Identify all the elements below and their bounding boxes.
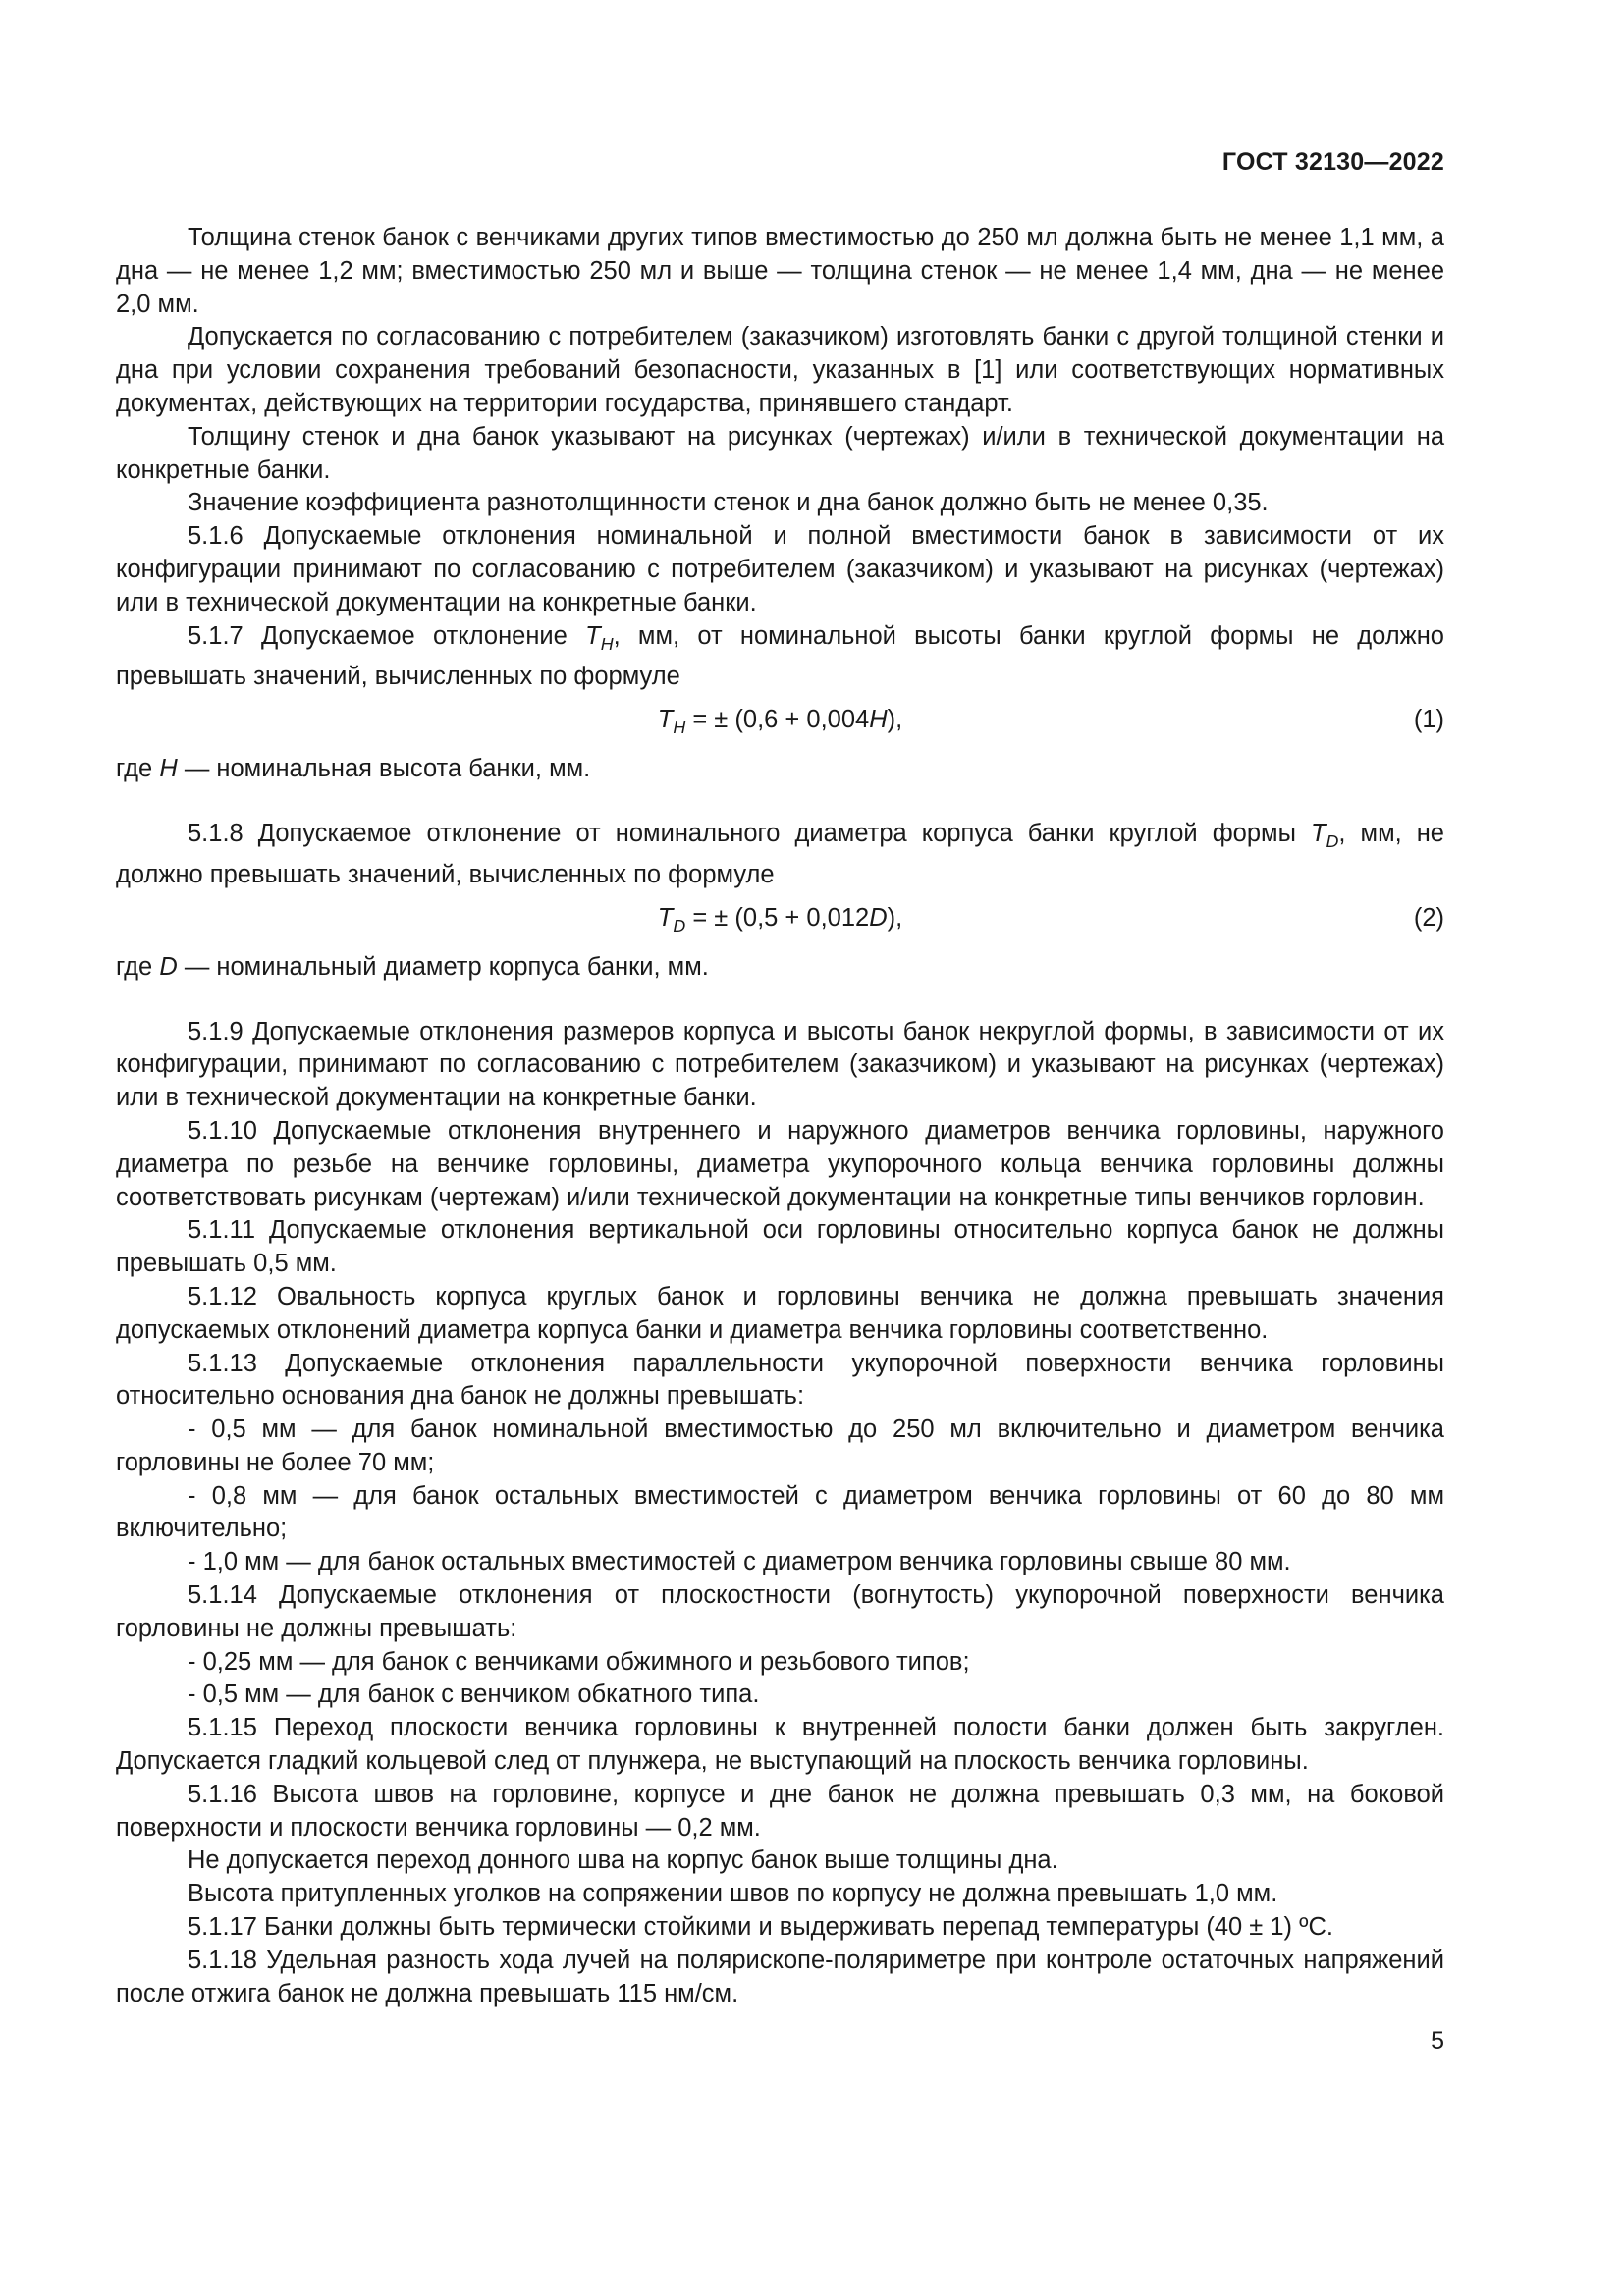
spacer [116, 786, 1444, 818]
document-header: ГОСТ 32130—2022 [1221, 148, 1444, 176]
paragraph: 5.1.12 Овальность корпуса круглых банок и горловины венчика не должна превышать значения допускаемых отклонений диаметра корпуса банки и диаметра венчика горловины соответственно. [116, 1282, 1444, 1344]
paragraph: Толщину стенок и дна банок указывают на рисунках (чертежах) и/или в технической документации на конкретные банки. [116, 422, 1444, 484]
formula-2 [116, 900, 1444, 941]
list-item: - 1,0 мм — для банок остальных вместимостей с диаметром венчика горловины свыше 80 мм. [188, 1548, 1291, 1576]
symbol [1310, 820, 1339, 852]
paragraph: 5.1.15 Переход плоскости венчика горловины к внутренней полости банки должен быть закруглен. Допускается гладкий кольцевой след от плунжера, не выступающий на плоскость венчика горловины. [116, 1714, 1444, 1776]
symbol-subscript: H [673, 718, 686, 738]
paragraph-5-1-7 [116, 620, 1444, 695]
list-item: - 0,5 мм — для банок номинальной вместимостью до 250 мл включительно и диаметром венчика горловины не более 70 мм; [116, 1415, 1444, 1476]
formula-text: ), [887, 706, 903, 734]
paragraph: 5.1.13 Допускаемые отклонения параллельности укупорочной поверхности венчика горловины относительно основания дна банок не должны превышать: [116, 1349, 1444, 1411]
text: — номинальная высота банки, мм. [177, 755, 591, 783]
formula-expression [116, 704, 1444, 745]
formula-text: ), [887, 903, 903, 932]
variable: H [159, 755, 178, 783]
paragraph: 5.1.9 Допускаемые отклонения размеров корпуса и высоты банок некруглой формы, в зависимости от их конфигурации, принимают по согласованию с потребителем (заказчиком) и указывают на рисунках (чертежах) или в технической документации на конкретные банки. [116, 1017, 1444, 1112]
text: , мм, от номинальной высоты банки круглой формы не должно превышать значений, вычисленных по формуле [116, 621, 1444, 691]
text: 5.1.7 Допускаемое отклонение [188, 621, 586, 650]
paragraph: 5.1.14 Допускаемые отклонения от плоскостности (вогнутость) укупорочной поверхности венчика горловины не должны превышать: [116, 1581, 1444, 1642]
list-item: - 0,25 мм — для банок с венчиками обжимного и резьбового типов; [188, 1647, 970, 1676]
formula-number: (2) [1413, 903, 1444, 932]
formula-variable: D [869, 903, 888, 932]
paragraph-5-1-8 [116, 818, 1444, 892]
symbol-letter: T [1310, 820, 1326, 848]
symbol [585, 621, 614, 654]
symbol [657, 903, 686, 935]
formula-expression [116, 902, 1444, 943]
spacer [116, 985, 1444, 1016]
list-item: - 0,5 мм — для банок с венчиком обкатного типа. [188, 1681, 760, 1709]
text: где [116, 755, 160, 783]
paragraph: 5.1.16 Высота швов на горловине, корпусе и дне банок не должна превышать 0,3 мм, на боковой поверхности и плоскости венчика горловины — 0,2 мм. [116, 1780, 1444, 1842]
formula-number: (1) [1413, 706, 1444, 734]
paragraph: Допускается по согласованию с потребителем (заказчиком) изготовлять банки с другой толщиной стенки и дна при условии сохранения требований безопасности, указанных в [1] или соответствующих нормативных документах, действующих на территории государства, принявшего стандарт. [116, 323, 1444, 417]
paragraph: 5.1.10 Допускаемые отклонения внутреннего и наружного диаметров венчика горловины, наружного диаметра по резьбе на венчике горловины, диаметра укупорочного кольца венчика горловины должны соответствовать рисункам (чертежам) и/или технической документации на конкретные типы венчиков горловин. [116, 1116, 1444, 1211]
paragraph: 5.1.17 Банки должны быть термически стойкими и выдерживать перепад температуры (40 ± 1) ºС. [188, 1913, 1333, 1942]
paragraph: Не допускается переход донного шва на корпус банок выше толщины дна. [188, 1846, 1058, 1875]
paragraph: 5.1.11 Допускаемые отклонения вертикальной оси горловины относительно корпуса банок не должны превышать 0,5 мм. [116, 1216, 1444, 1278]
formula-variable: H [869, 706, 888, 734]
page-number: 5 [1431, 2027, 1444, 2055]
paragraph: Значение коэффициента разнотолщинности стенок и дна банок должно быть не менее 0,35. [188, 489, 1269, 517]
where-clause [116, 951, 1444, 985]
symbol-letter: T [657, 706, 674, 734]
paragraph: Толщина стенок банок с венчиками других типов вместимостью до 250 мл должна быть не менее 1,1 мм, а дна — не менее 1,2 мм; вместимостью 250 мл и выше — толщина стенок — не менее 1,4 мм, дна — не менее 2,0 мм. [116, 224, 1444, 318]
symbol-subscript: D [673, 915, 686, 935]
where-clause [116, 753, 1444, 786]
symbol [657, 706, 686, 738]
formula-text: = ± (0,6 + 0,004 [685, 706, 870, 734]
text: — номинальный диаметр корпуса банки, мм. [177, 952, 709, 981]
variable: D [159, 952, 178, 981]
text: где [116, 952, 160, 981]
symbol-letter: T [657, 903, 674, 932]
paragraph: 5.1.6 Допускаемые отклонения номинальной и полной вместимости банок в зависимости от их конфигурации принимают по согласованию с потребителем (заказчиком) и указывают на рисунках (чертежах) или в технической документации на конкретные банки. [116, 522, 1444, 616]
document-body [116, 222, 1444, 2010]
paragraph: 5.1.18 Удельная разность хода лучей на полярископе-поляриметре при контроле остаточных напряжений после отжига банок не должна превышать 115 нм/см. [116, 1946, 1444, 2007]
paragraph: Высота притупленных уголков на сопряжении швов по корпусу не должна превышать 1,0 мм. [188, 1880, 1278, 1908]
symbol-subscript: D [1326, 831, 1339, 852]
text: 5.1.8 Допускаемое отклонение от номинального диаметра корпуса банки круглой формы [188, 820, 1311, 848]
symbol-subscript: H [600, 633, 614, 654]
text: , мм, не должно превышать значений, вычисленных по формуле [116, 820, 1444, 888]
symbol-letter: T [585, 621, 601, 650]
list-item: - 0,8 мм — для банок остальных вместимостей с диаметром венчика горловины от 60 до 80 мм включительно; [116, 1481, 1444, 1543]
formula-1 [116, 702, 1444, 743]
formula-text: = ± (0,5 + 0,012 [685, 903, 870, 932]
